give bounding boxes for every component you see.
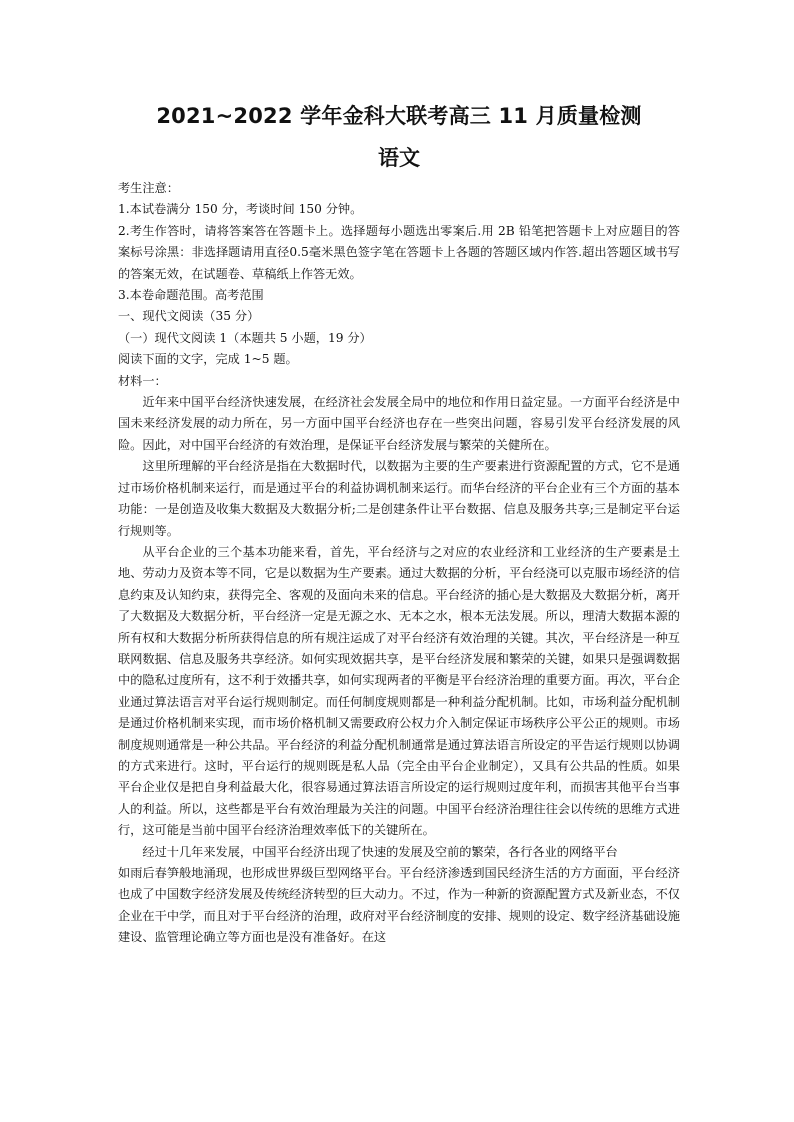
reading-instruction: 阅读下面的文字，完成 1~5 题。: [118, 352, 298, 367]
notice-item-2: 2.考生作答时，请将答案答在答题卡上。选择题每小题选出零案后.用 2B 铅笔把答题卡上对应题目的答案标号涂黑：非选择题请用直径0.5毫米黑色签字笔在答题卡上各题的答题区域内作答.超出答题区域书写的答案无效，在试题卷、草稿纸上作答无效。: [118, 223, 680, 281]
subject-title: 语文: [378, 146, 420, 170]
paragraph-1: 近年来中国平台经济快速发展，在经济社会发展全局中的地位和作用日益定显。一方面平台经济是中国未来经济发展的动力所在，另一方面中国平台经济也存在一些突出问题，容易引发平台经济发展的风险。因此，对中国平台经济的有效治理，是保证平台经济发展与繁荣的关健所在。: [118, 395, 680, 452]
section-subheading: （一）现代文阅读 1（本题共 5 小题，19 分）: [118, 330, 372, 345]
material-label: 材料一：: [118, 373, 167, 388]
paragraph-3: 从平台企业的三个基本功能来看，首先，平台经济与之对应的农业经济和工业经济的生产要素是土地、劳动力及资本等不同，它是以数据为生产要素。通过大数据的分析，平台经浇可以克服市场经济的信息约束及认知约束，获得完全、客观的及面向未来的信息。平台经济的插心是大数据及大数据分析，离开了大数据及大数据分析，平台经济一定是无源之水、无本之水，根本无法发展。所以，理清大数据本源的所有权和大数据分析所获得信息的所有规注运成了对平台经济有效治理的关键。其次，平台经济是一种互联网数据、信息及服务共享经济。如何实现效据共享，是平台经济发展和繁荣的关键，如果只是强调数据中的隐私过度所有，这不利于效播共享，如何实现两者的平衡是平台经济治理的重要方面。再次，平台企业通过算法语言对平台运行规则制定。而任何制度规则都是一种利益分配机制。比如，市场利益分配机制是通过价格机制来实现，而市场价格机制又需要政府公权力介入制定保证市场秩序公平公正的规则。市场制度规则通常是一种公共品。平台经济的利益分配机制通常是通过算法语言所设定的平告运行规则以协调的方式来进行。这时，平台运行的规则既是私人品（完全由平台企业制定），又具有公共品的性质。如果平台企业仅是把自身利益最大化，很容易通过算法语言所设定的运行规则过度年利，而损害其他平台当事人的利益。所以，这些都是平台有效治理最为关注的问题。中国平台经济治理往往会以传统的思维方式进行，这可能是当前中国平台经济治理效率低下的关键所在。: [118, 544, 680, 838]
paragraph-4: 经过十几年来发展，中国平台经济出现了快速的发展及空前的繁荣，各行各业的网络平台: [142, 844, 618, 859]
notice-item-3: 3.本卷命题范围。高考范围: [118, 288, 264, 303]
paragraph-5: 如雨后春笋般地涌现，也形成世界级巨型网络平台。平台经济渗透到国民经济生活的方方面面，平台经济也成了中国数字经济发展及传统经济转型的巨大动力。不过，作为一种新的资源配置方式及新业态，不仅企业在干中学，而且对于平台经济的治理，政府对平台经济制度的安排、规则的设定、数字经济基础设施建设、监管理论确立等方面也是没有准备好。在这: [118, 866, 680, 945]
section-heading: 一、现代文阅读（35 分）: [118, 309, 260, 324]
page-content: [118, 100, 680, 949]
notice-item-1: 1.本试卷满分 150 分，考谈时间 150 分钟。: [118, 202, 363, 217]
notice-heading: 考生注意：: [118, 181, 179, 195]
exam-title: 2021~2022 学年金科大联考高三 11 月质量检测: [156, 104, 642, 128]
paragraph-2: 这里所理解的平台经济是指在大数据时代，以数据为主要的生产要素进行资源配置的方式，它不是通过市场价格机制来运行，而是通过平台的利益协调机制来运行。而华台经济的平台企业有三个方面的基本功能：一是创造及收集大数据及大数据分析;二是创建条件让平台数据、信息及服务共享;三是制定平台运行规则等。: [118, 459, 680, 538]
